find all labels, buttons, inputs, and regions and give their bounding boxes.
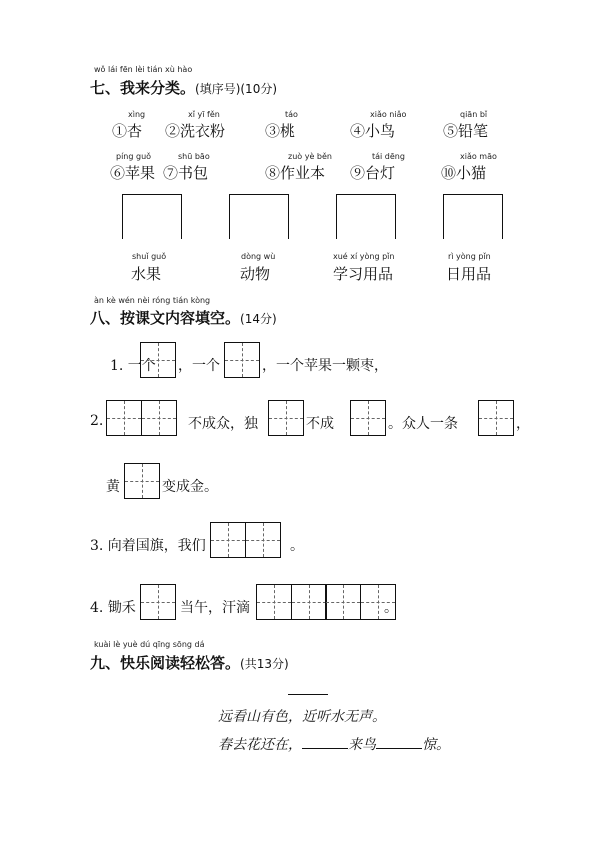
section9-title-text: 九、快乐阅读轻松答。 <box>90 654 241 672</box>
category: 学习用品 <box>333 265 394 283</box>
item: ⑧作业本 <box>265 164 326 182</box>
q2-box-1[interactable] <box>106 400 177 436</box>
q2-text-d: 。众人一条 <box>388 416 458 432</box>
category-pinyin: shuǐ guǒ <box>132 252 167 261</box>
item-pinyin: táo <box>285 110 298 119</box>
q4-box-2[interactable] <box>256 584 396 620</box>
section8-pinyin: àn kè wén nèi róng tián kòng <box>94 296 211 305</box>
item-pinyin: xiǎo niǎo <box>370 110 407 119</box>
section9-pinyin: kuài lè yuè dú qīng sōng dá <box>94 640 205 649</box>
q2-text-c: 不成 <box>306 416 334 432</box>
category-pinyin: rì yòng pǐn <box>448 252 491 261</box>
item-pinyin: zuò yè běn <box>288 152 332 161</box>
poem-line-2c: 惊。 <box>422 737 450 753</box>
cell[interactable] <box>268 400 304 436</box>
section7-title-text: 七、我来分类。 <box>90 79 196 97</box>
category-pinyin: dòng wù <box>241 252 276 261</box>
category: 动物 <box>240 265 271 283</box>
q2-box-2[interactable] <box>268 400 304 436</box>
cell[interactable] <box>478 400 514 436</box>
answer-box-school[interactable] <box>336 194 396 239</box>
item-pinyin: shū bāo <box>178 152 210 161</box>
q4-text-c: 。 <box>384 600 398 616</box>
poem-blank-2[interactable] <box>376 736 422 749</box>
q2-box-4[interactable] <box>478 400 514 436</box>
poem-line-2b: 来鸟 <box>348 737 376 753</box>
item: ⑦书包 <box>163 164 209 182</box>
answer-box-fruit[interactable] <box>122 194 182 239</box>
poem-title-blank[interactable] <box>288 694 328 695</box>
cell[interactable] <box>141 400 177 436</box>
item: ⑥苹果 <box>110 164 156 182</box>
item-pinyin: xìng <box>128 110 146 119</box>
item: ⑤铅笔 <box>443 122 489 140</box>
q3-text-b: 。 <box>290 538 304 554</box>
q3-box[interactable] <box>210 522 281 558</box>
q1-text-b: ，一个 <box>178 358 220 374</box>
q1-text-a: 1. 一个 <box>110 358 156 374</box>
item-pinyin: xǐ yī fěn <box>188 110 220 119</box>
category: 水果 <box>131 265 162 283</box>
q2-box-3[interactable] <box>350 400 386 436</box>
section9-title <box>90 652 289 673</box>
section7-score: (填序号)(10分) <box>195 82 278 96</box>
q4-text-a: 4. 锄禾 <box>90 600 136 616</box>
q2-text-a: 2. <box>90 413 104 429</box>
section7-title <box>90 77 277 98</box>
cell[interactable] <box>210 522 246 558</box>
item: ⑩小猫 <box>441 164 487 182</box>
q3-text-a: 3. 向着国旗，我们 <box>90 538 206 554</box>
q2-text-f: 黄 <box>106 479 120 495</box>
poem-blank-1[interactable] <box>302 736 348 749</box>
q2-text-e: ， <box>516 416 530 432</box>
section8-title-text: 八、按课文内容填空。 <box>90 309 241 327</box>
category: 日用品 <box>446 265 492 283</box>
item: ③桃 <box>265 122 296 140</box>
poem-line-1: 远看山有色，近听水无声。 <box>218 709 386 725</box>
item: ⑨台灯 <box>350 164 396 182</box>
answer-box-daily[interactable] <box>443 194 503 239</box>
cell[interactable] <box>224 342 260 378</box>
item-pinyin: píng guǒ <box>116 152 152 161</box>
section8-score: (14分) <box>240 312 277 326</box>
item-pinyin: tái dēng <box>372 152 405 161</box>
cell[interactable] <box>245 522 281 558</box>
q2-text-b: 不成众，独 <box>188 416 258 432</box>
poem-line-2 <box>218 734 450 754</box>
cell[interactable] <box>140 342 176 378</box>
category-pinyin: xué xí yòng pǐn <box>333 252 395 261</box>
section9-score: (共13分) <box>240 657 289 671</box>
q2-box-5[interactable] <box>124 463 160 499</box>
q1-box-2[interactable] <box>224 342 260 378</box>
item: ①杏 <box>112 122 143 140</box>
cell[interactable] <box>140 584 176 620</box>
item: ④小鸟 <box>350 122 396 140</box>
item-pinyin: qiān bǐ <box>460 110 488 119</box>
poem-line-2a: 春去花还在， <box>218 737 302 753</box>
item-pinyin: xiǎo māo <box>460 152 497 161</box>
q4-box-1[interactable] <box>140 584 176 620</box>
cell[interactable] <box>124 463 160 499</box>
cell[interactable] <box>291 584 327 620</box>
cell[interactable] <box>325 584 361 620</box>
q2-text-g: 变成金。 <box>162 479 218 495</box>
q1-box-1[interactable] <box>140 342 176 378</box>
answer-box-animal[interactable] <box>229 194 289 239</box>
item: ②洗衣粉 <box>165 122 226 140</box>
section8-title <box>90 307 277 328</box>
cell[interactable] <box>106 400 142 436</box>
q1-text-c: ，一个苹果一颗枣， <box>262 358 388 374</box>
cell[interactable] <box>256 584 292 620</box>
q4-text-b: 当午，汗滴 <box>180 600 250 616</box>
section7-pinyin: wǒ lái fēn lèi tián xù hào <box>94 65 193 74</box>
cell[interactable] <box>350 400 386 436</box>
